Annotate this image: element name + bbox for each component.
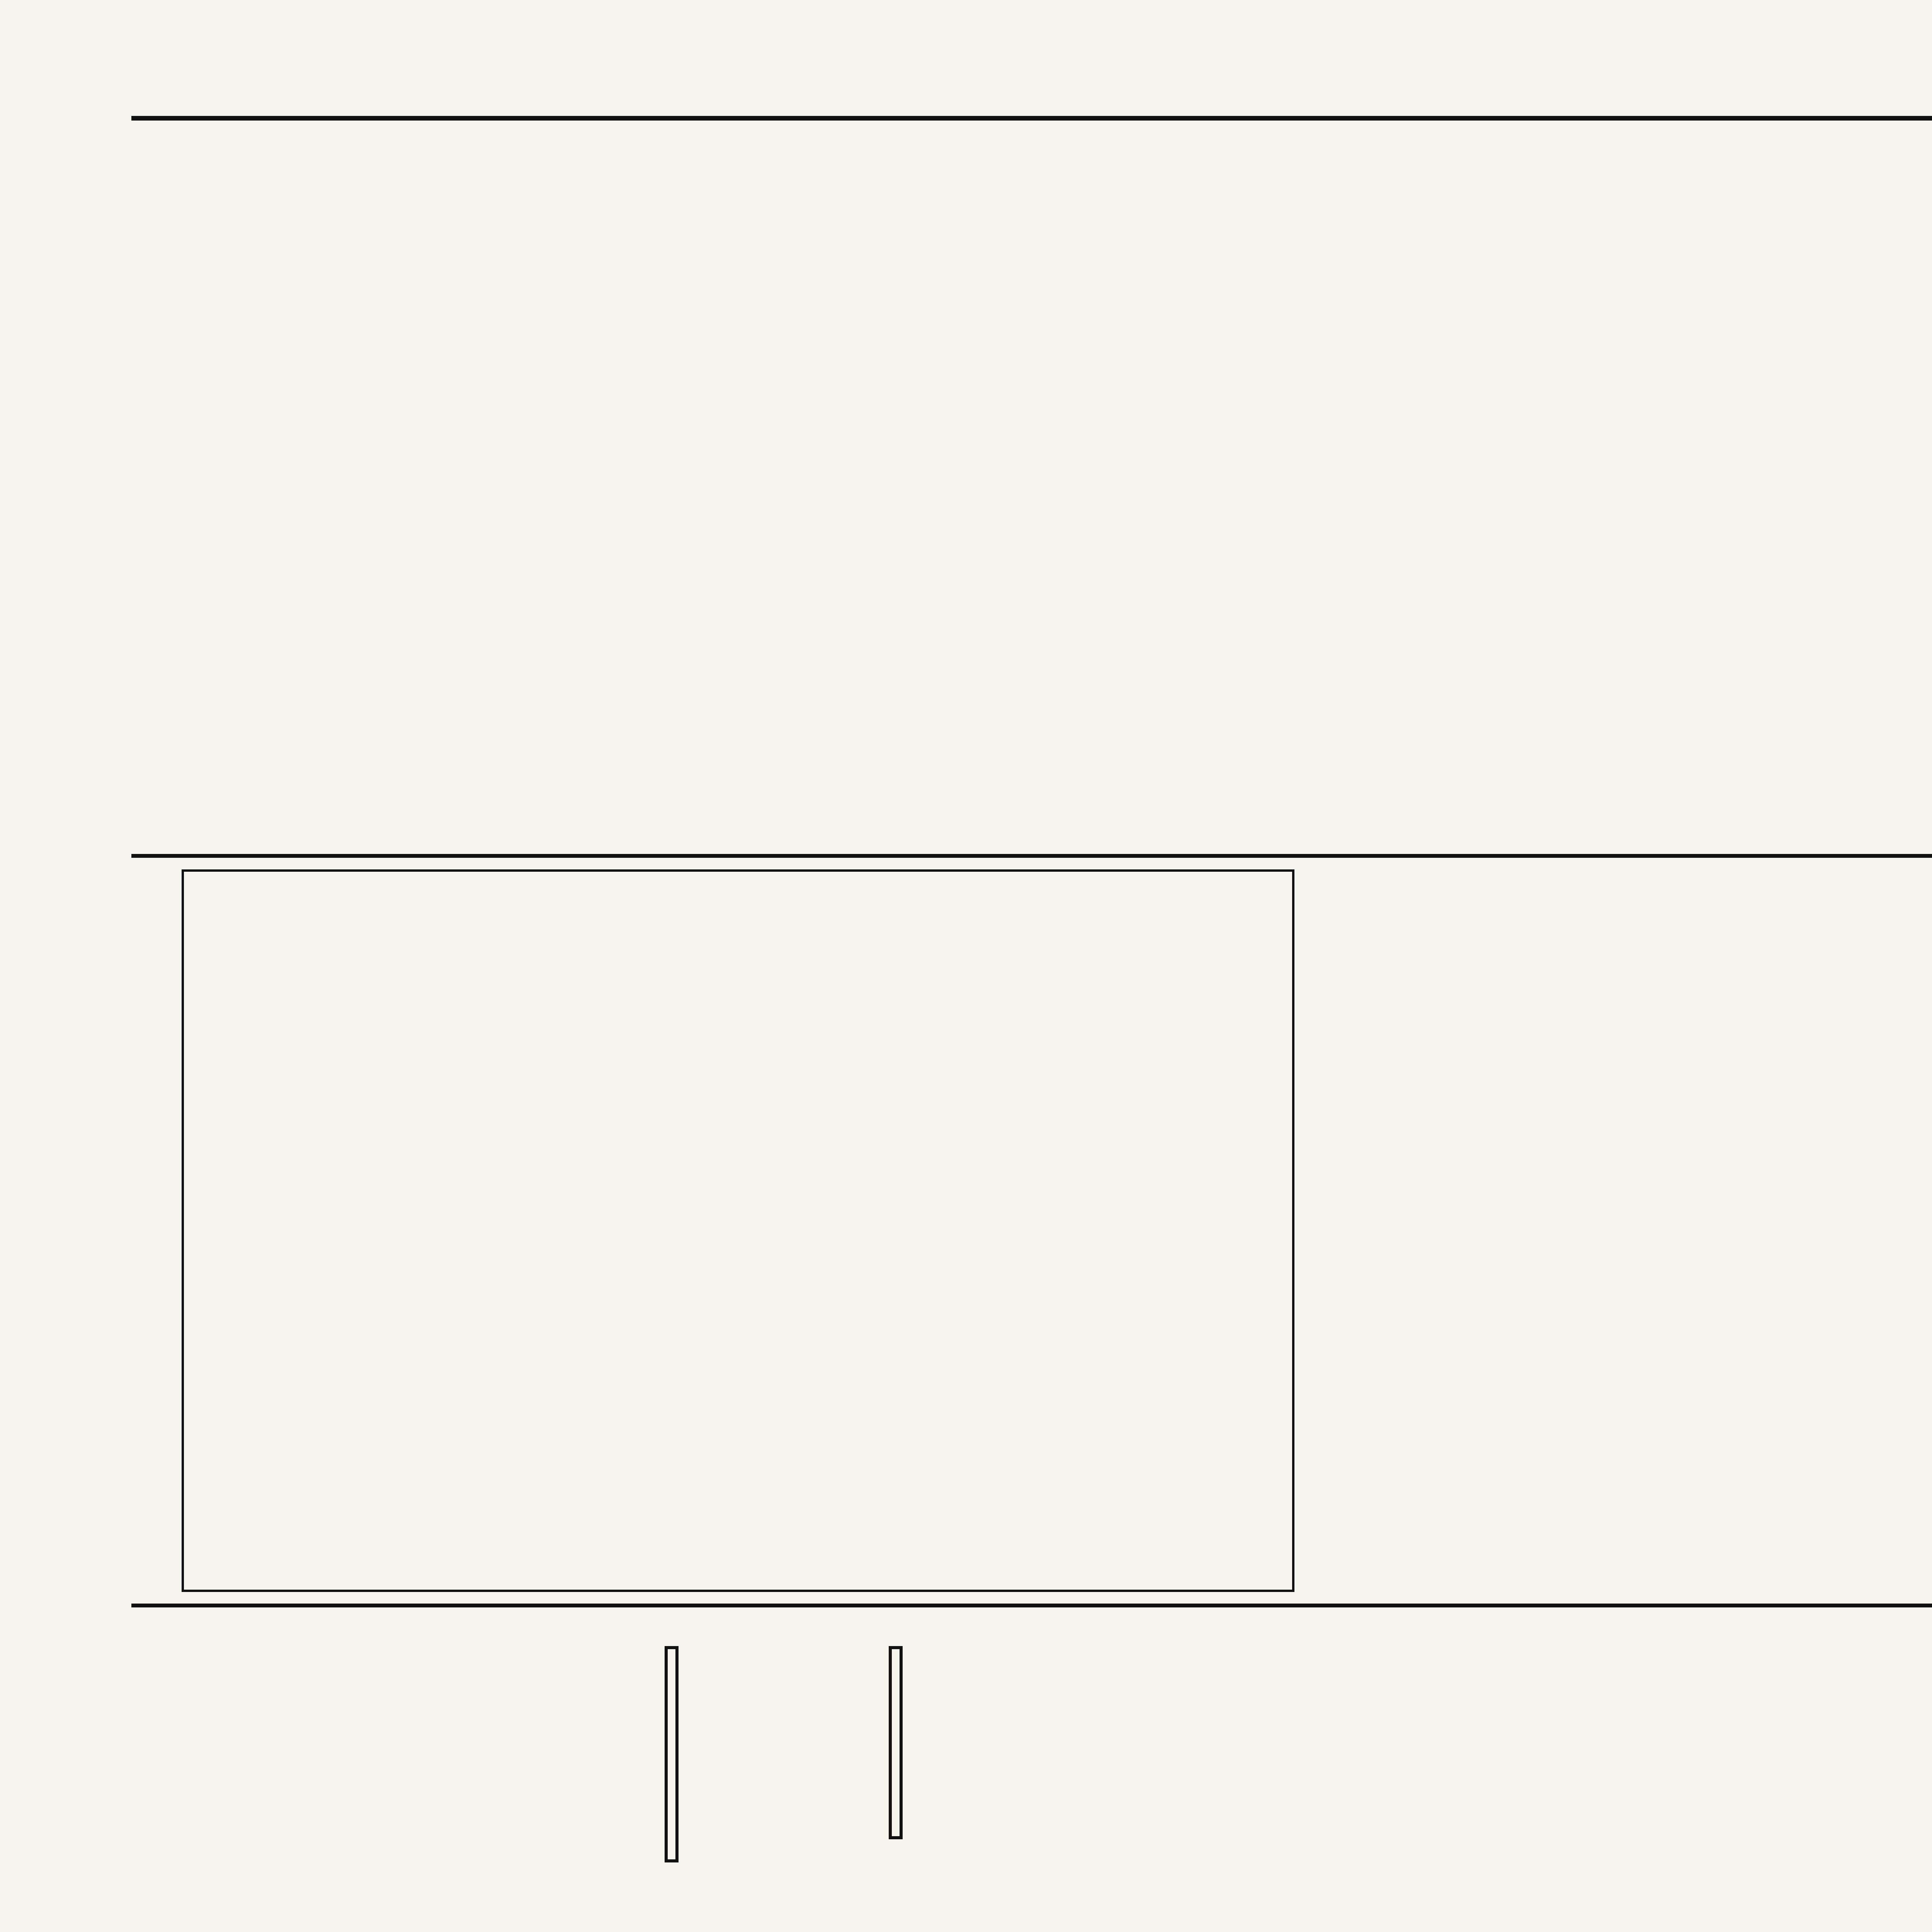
shaolin-body-continued [193, 889, 757, 1577]
page-number [340, 66, 502, 116]
poem-title [889, 1646, 903, 1839]
shaolin-body [866, 889, 1221, 1577]
poem-body-right [943, 1631, 1337, 1932]
poem-body [719, 1631, 881, 1932]
wine-body [881, 162, 1252, 842]
header-rule [131, 116, 1932, 121]
physiology-body [1399, 162, 1878, 842]
weekday [522, 66, 831, 116]
physiology-continued [139, 162, 866, 842]
paris-body [1607, 873, 1924, 1580]
section-rule-2 [131, 1604, 1932, 1607]
section-rule-1 [131, 854, 1932, 858]
paper-name [1012, 66, 1360, 116]
issue-date [1495, 66, 1932, 116]
column-edge-text [139, 873, 178, 1580]
verse-title [665, 1646, 679, 1862]
books-body [1306, 873, 1553, 1580]
verse-body [147, 1631, 657, 1932]
column-body [1352, 1631, 1932, 1932]
